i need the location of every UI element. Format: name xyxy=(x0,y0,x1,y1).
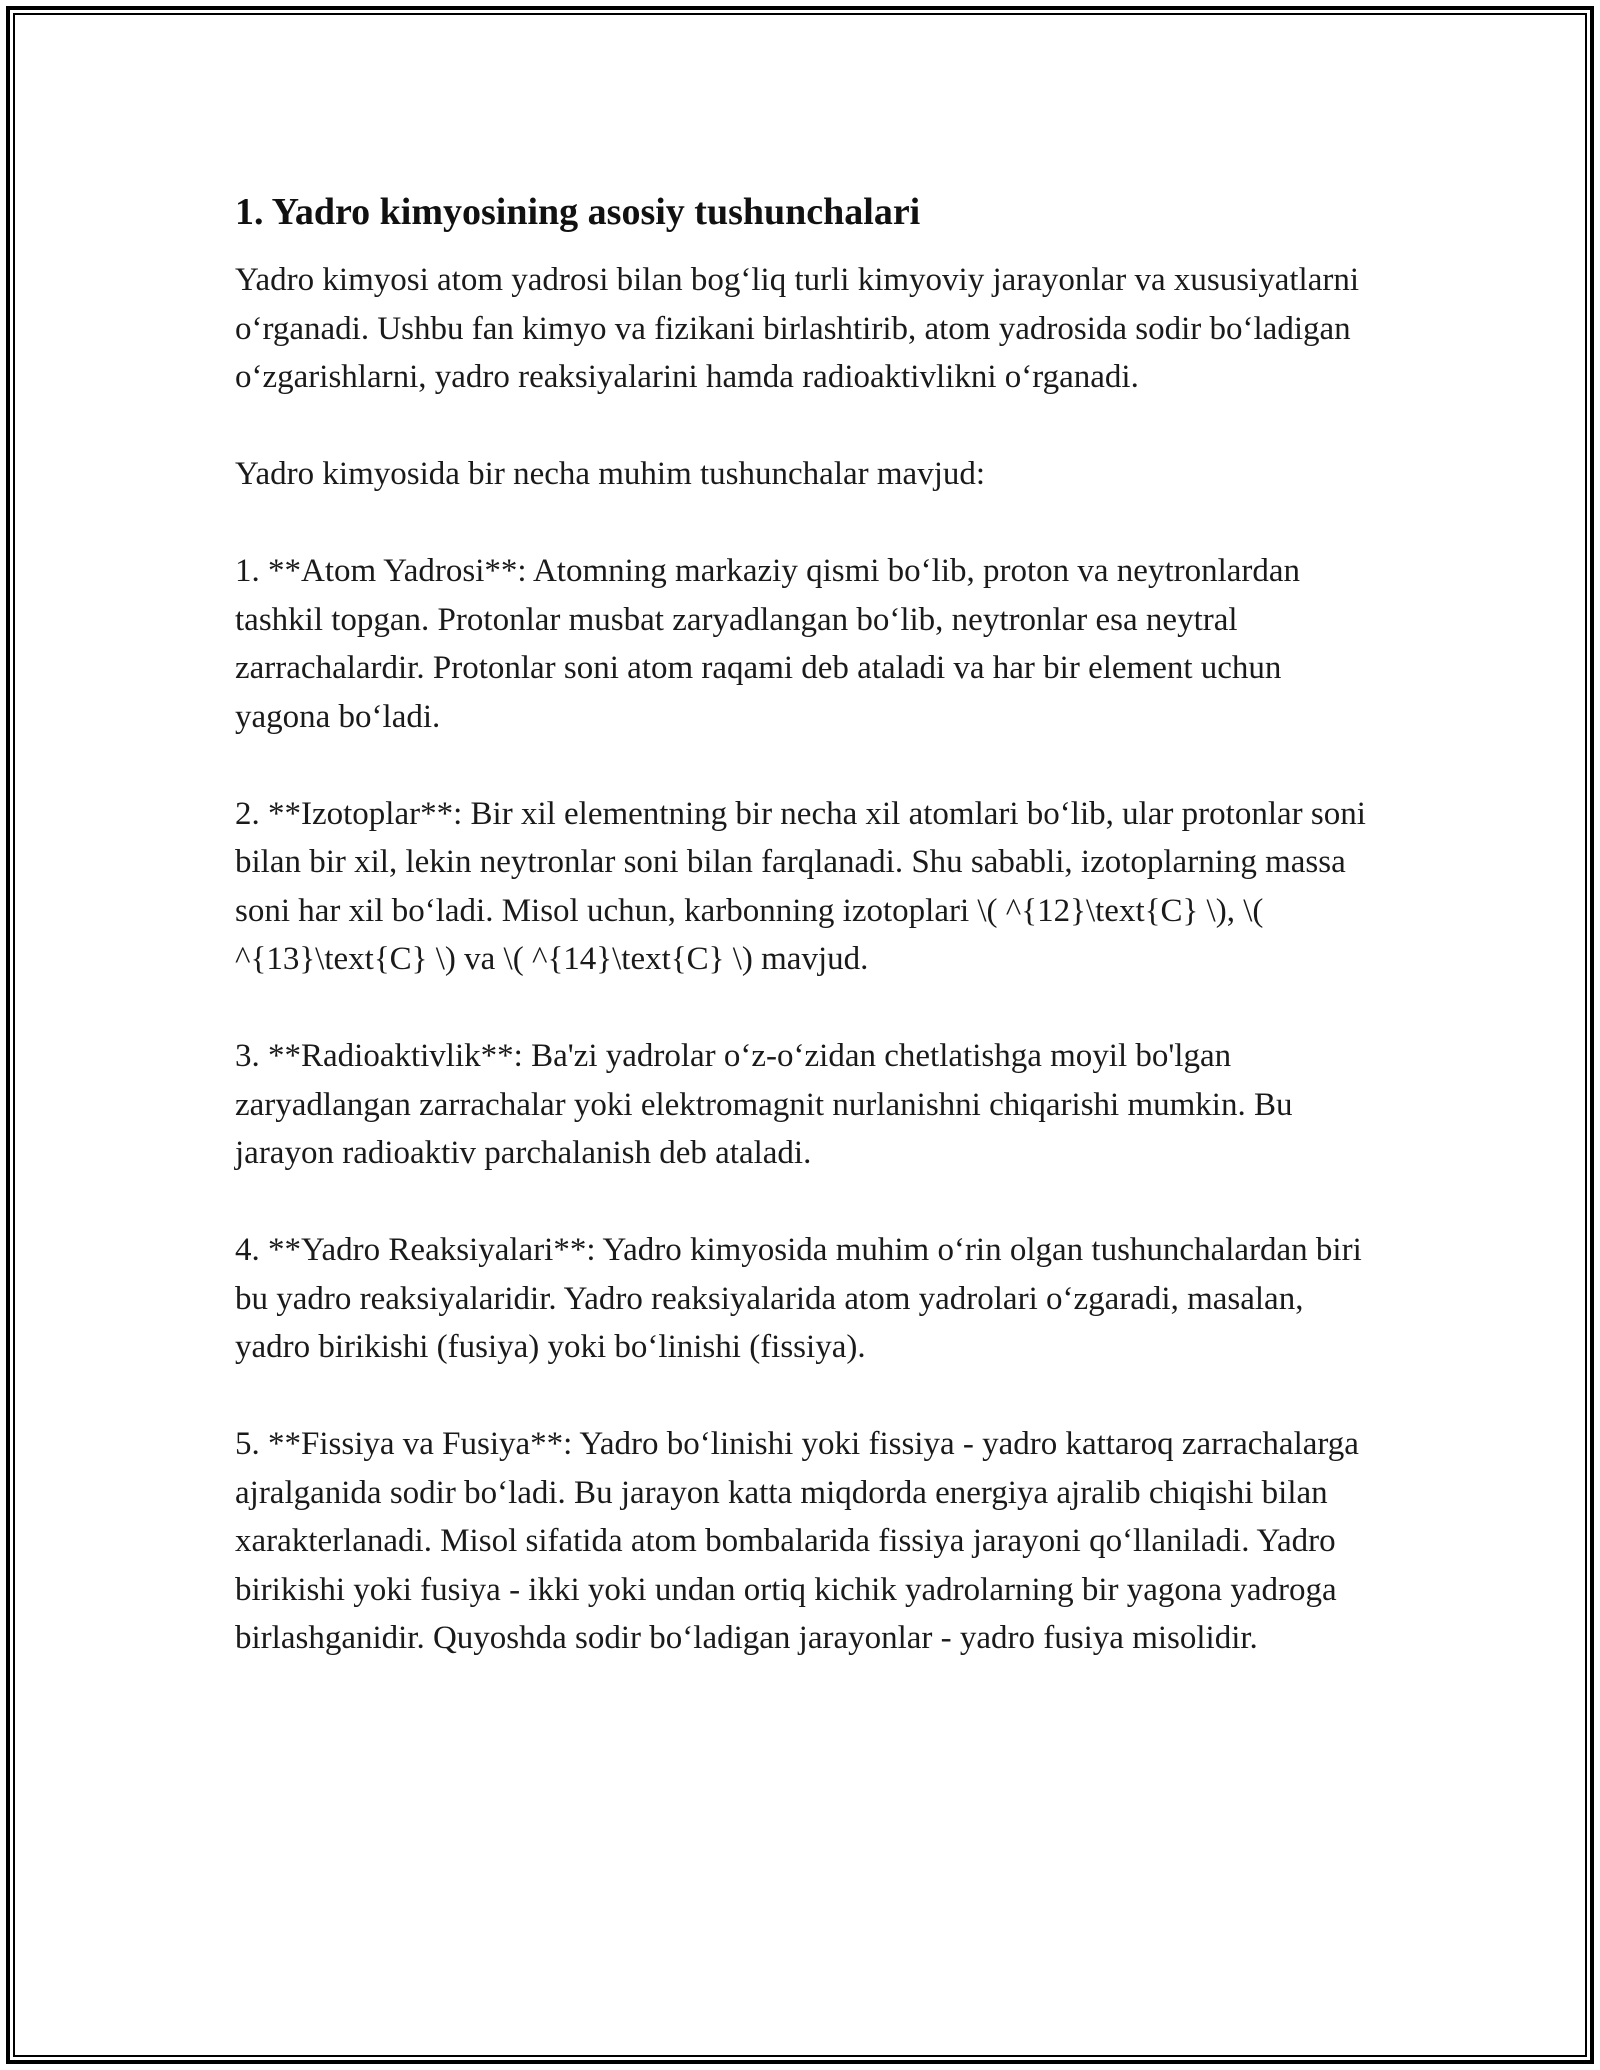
radioactivity-paragraph: 3. **Radioaktivlik**: Ba'zi yadrolar o‘z-o‘zidan chetlatishga moyil bo'lgan zaryadlangan zarrachalar yoki elektromagnit nurlanishni chiqarishi mumkin. Bu jarayon radioaktiv parchalanish deb ataladi. xyxy=(235,1038,1293,1171)
section-heading: 1. Yadro kimyosining asosiy tushunchalari xyxy=(235,191,921,233)
nuclear-reactions-paragraph: 4. **Yadro Reaksiyalari**: Yadro kimyosida muhim o‘rin olgan tushunchalardan biri bu yadro reaksiyalaridir. Yadro reaksiyalarida atom yadrolari o‘zgaradi, masalan, yadro birikishi (fusiya) yoki bo‘linishi (fissiya). xyxy=(235,1232,1362,1365)
fission-fusion-paragraph: 5. **Fissiya va Fusiya**: Yadro bo‘linishi yoki fissiya - yadro kattaroq zarrachalarga ajralganida sodir bo‘ladi. Bu jarayon katta miqdorda energiya ajralib chiqishi bilan xarakterlanadi. Misol sifatida atom bombalarida fissiya jarayoni qo‘llaniladi. Yadro birikishi yoki fusiya - ikki yoki undan ortiq kichik yadrolarning bir yagona yadroga birlashganidir. Quyoshda sodir bo‘ladigan jarayonlar - yadro fusiya misolidir. xyxy=(235,1426,1359,1656)
document-body xyxy=(235,188,1375,1711)
isotopes-paragraph: 2. **Izotoplar**: Bir xil elementning bir necha xil atomlari bo‘lib, ular protonlar soni bilan bir xil, lekin neytronlar soni bilan farqlanadi. Shu sababli, izotoplarning massa soni har xil bo‘ladi. Misol uchun, karbonning izotoplari \( ^{12}\text{C} \), \( ^{13}\text{C} \) va \( ^{14}\text{C} \) mavjud. xyxy=(235,795,1366,977)
concepts-lead-paragraph: Yadro kimyosida bir necha muhim tushunchalar mavjud: xyxy=(235,456,986,492)
intro-paragraph: Yadro kimyosi atom yadrosi bilan bog‘liq turli kimyoviy jarayonlar va xususiyatlarni o‘rganadi. Ushbu fan kimyo va fizikani birlashtirib, atom yadrosida sodir bo‘ladigan o‘zgarishlarni, yadro reaksiyalarini hamda radioaktivlikni o‘rganadi. xyxy=(235,262,1359,395)
atom-nucleus-paragraph: 1. **Atom Yadrosi**: Atomning markaziy qismi bo‘lib, proton va neytronlardan tashkil topgan. Protonlar musbat zaryadlangan bo‘lib, neytronlar esa neytral zarrachalardir. Protonlar soni atom raqami deb ataladi va har bir element uchun yagona bo‘ladi. xyxy=(235,553,1301,735)
